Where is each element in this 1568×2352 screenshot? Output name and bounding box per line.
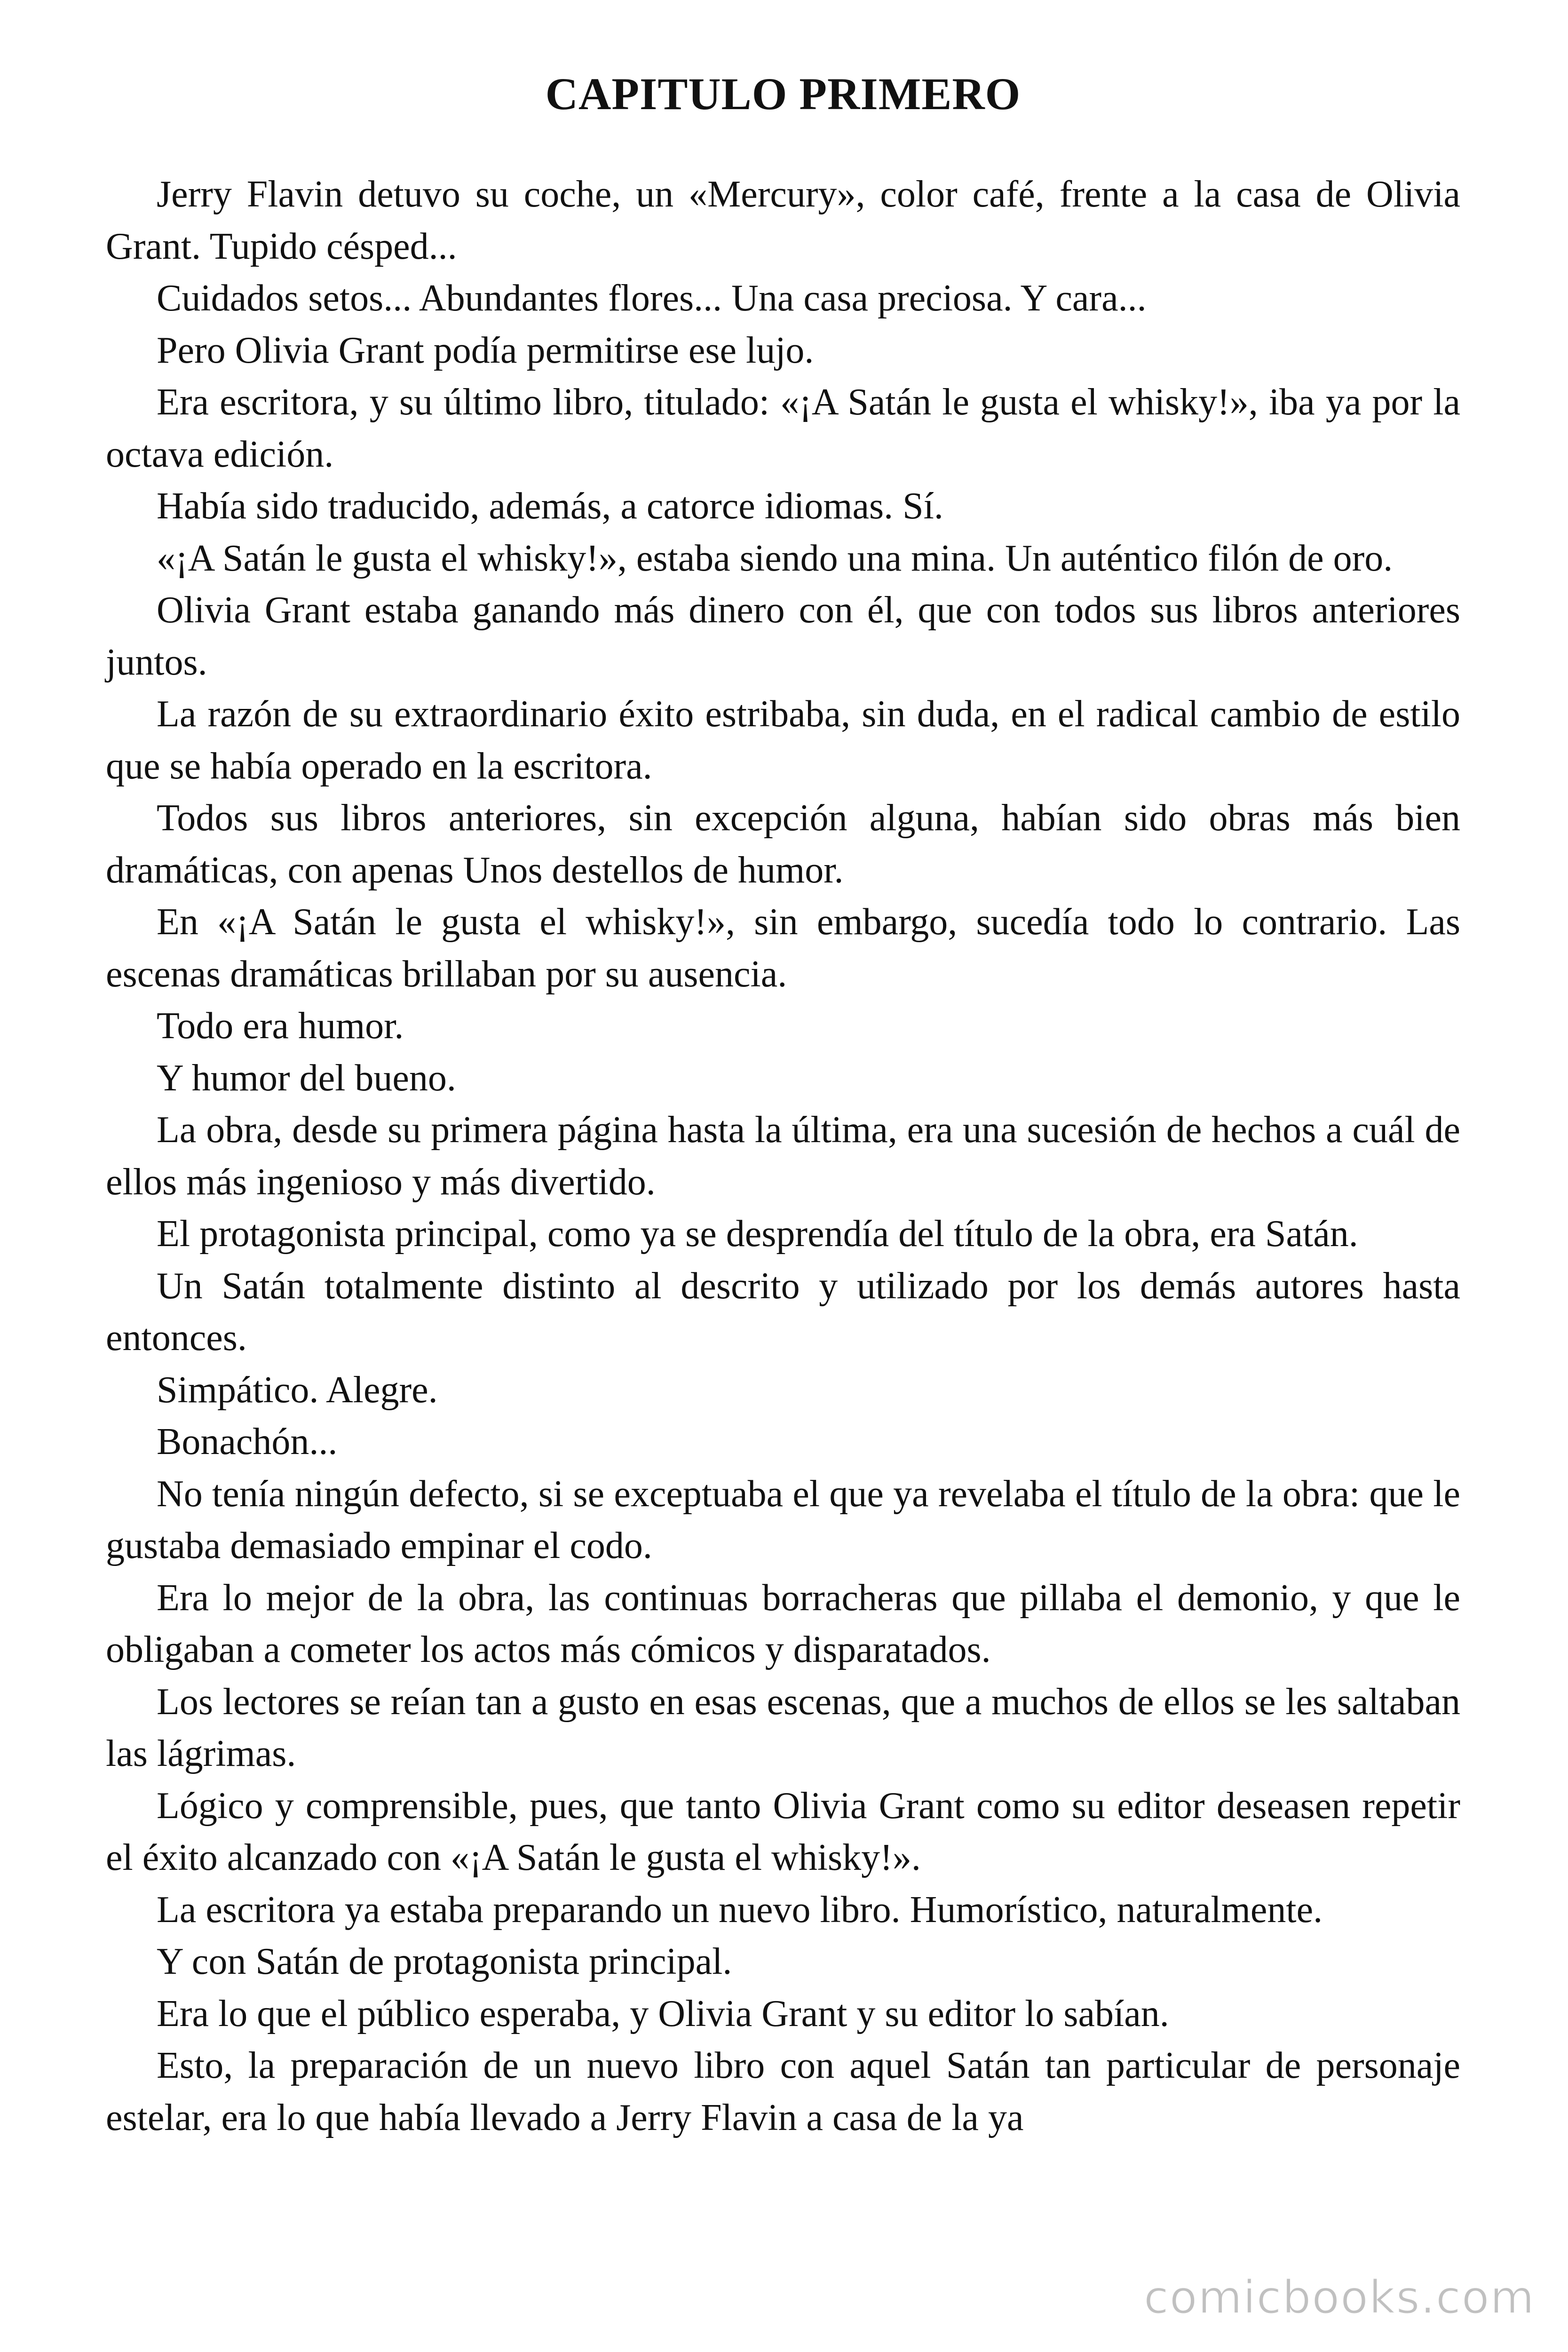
paragraph: Esto, la preparación de un nuevo libro con aquel Satán tan particular de personaje estelar, era lo que había llevado a Jerry Flavin a casa de la ya [106, 2045, 1460, 2138]
paragraph: Lógico y comprensible, pues, que tanto Olivia Grant como su editor deseasen repetir el éxito alcanzado con «¡A Satán le gusta el whisky!». [106, 1785, 1460, 1878]
paragraph: La escritora ya estaba preparando un nuevo libro. Humorístico, naturalmente. [157, 1889, 1323, 1931]
paragraph: La razón de su extraordinario éxito estribaba, sin duda, en el radical cambio de estilo que se había operado en la escritora. [106, 693, 1460, 787]
paragraph: La obra, desde su primera página hasta la última, era una sucesión de hechos a cuál de ellos más ingenioso y más divertido. [106, 1109, 1460, 1203]
paragraph: El protagonista principal, como ya se desprendía del título de la obra, era Satán. [157, 1213, 1358, 1255]
paragraph: Jerry Flavin detuvo su coche, un «Mercury», color café, frente a la casa de Olivia Grant. Tupido césped... [106, 174, 1460, 267]
paragraph: Todos sus libros anteriores, sin excepción alguna, habían sido obras más bien dramáticas, con apenas Unos destellos de humor. [106, 797, 1460, 891]
paragraph: «¡A Satán le gusta el whisky!», estaba siendo una mina. Un auténtico filón de oro. [157, 537, 1393, 579]
paragraph: Olivia Grant estaba ganando más dinero con él, que con todos sus libros anteriores juntos. [106, 589, 1460, 683]
paragraph: Simpático. Alegre. [157, 1369, 438, 1411]
paragraph: Era escritora, y su último libro, titulado: «¡A Satán le gusta el whisky!», iba ya por la octava edición. [106, 381, 1460, 475]
paragraph: Los lectores se reían tan a gusto en esas escenas, que a muchos de ellos se les saltaban las lágrimas. [106, 1681, 1460, 1774]
document-page [106, 0, 1460, 2352]
chapter-title: CAPITULO PRIMERO [545, 69, 1021, 119]
paragraph: Pero Olivia Grant podía permitirse ese lujo. [157, 329, 814, 371]
watermark: comicbooks.com [1143, 2271, 1535, 2324]
body-text [106, 168, 1460, 2144]
paragraph: Todo era humor. [157, 1005, 404, 1047]
paragraph: Había sido traducido, además, a catorce idiomas. Sí. [157, 485, 943, 527]
paragraph: Y humor del bueno. [157, 1057, 456, 1099]
paragraph: En «¡A Satán le gusta el whisky!», sin embargo, sucedía todo lo contrario. Las escenas dramáticas brillaban por su ausencia. [106, 901, 1460, 995]
paragraph: No tenía ningún defecto, si se exceptuaba el que ya revelaba el título de la obra: que le gustaba demasiado empinar el codo. [106, 1473, 1460, 1566]
paragraph: Un Satán totalmente distinto al descrito y utilizado por los demás autores hasta entonces. [106, 1265, 1460, 1359]
paragraph: Era lo mejor de la obra, las continuas borracheras que pillaba el demonio, y que le obligaban a cometer los actos más cómicos y disparatados. [106, 1577, 1460, 1670]
paragraph: Y con Satán de protagonista principal. [157, 1941, 732, 1982]
paragraph: Bonachón... [157, 1421, 338, 1462]
paragraph: Cuidados setos... Abundantes flores... Una casa preciosa. Y cara... [157, 278, 1147, 319]
paragraph: Era lo que el público esperaba, y Olivia Grant y su editor lo sabían. [157, 1993, 1169, 2034]
